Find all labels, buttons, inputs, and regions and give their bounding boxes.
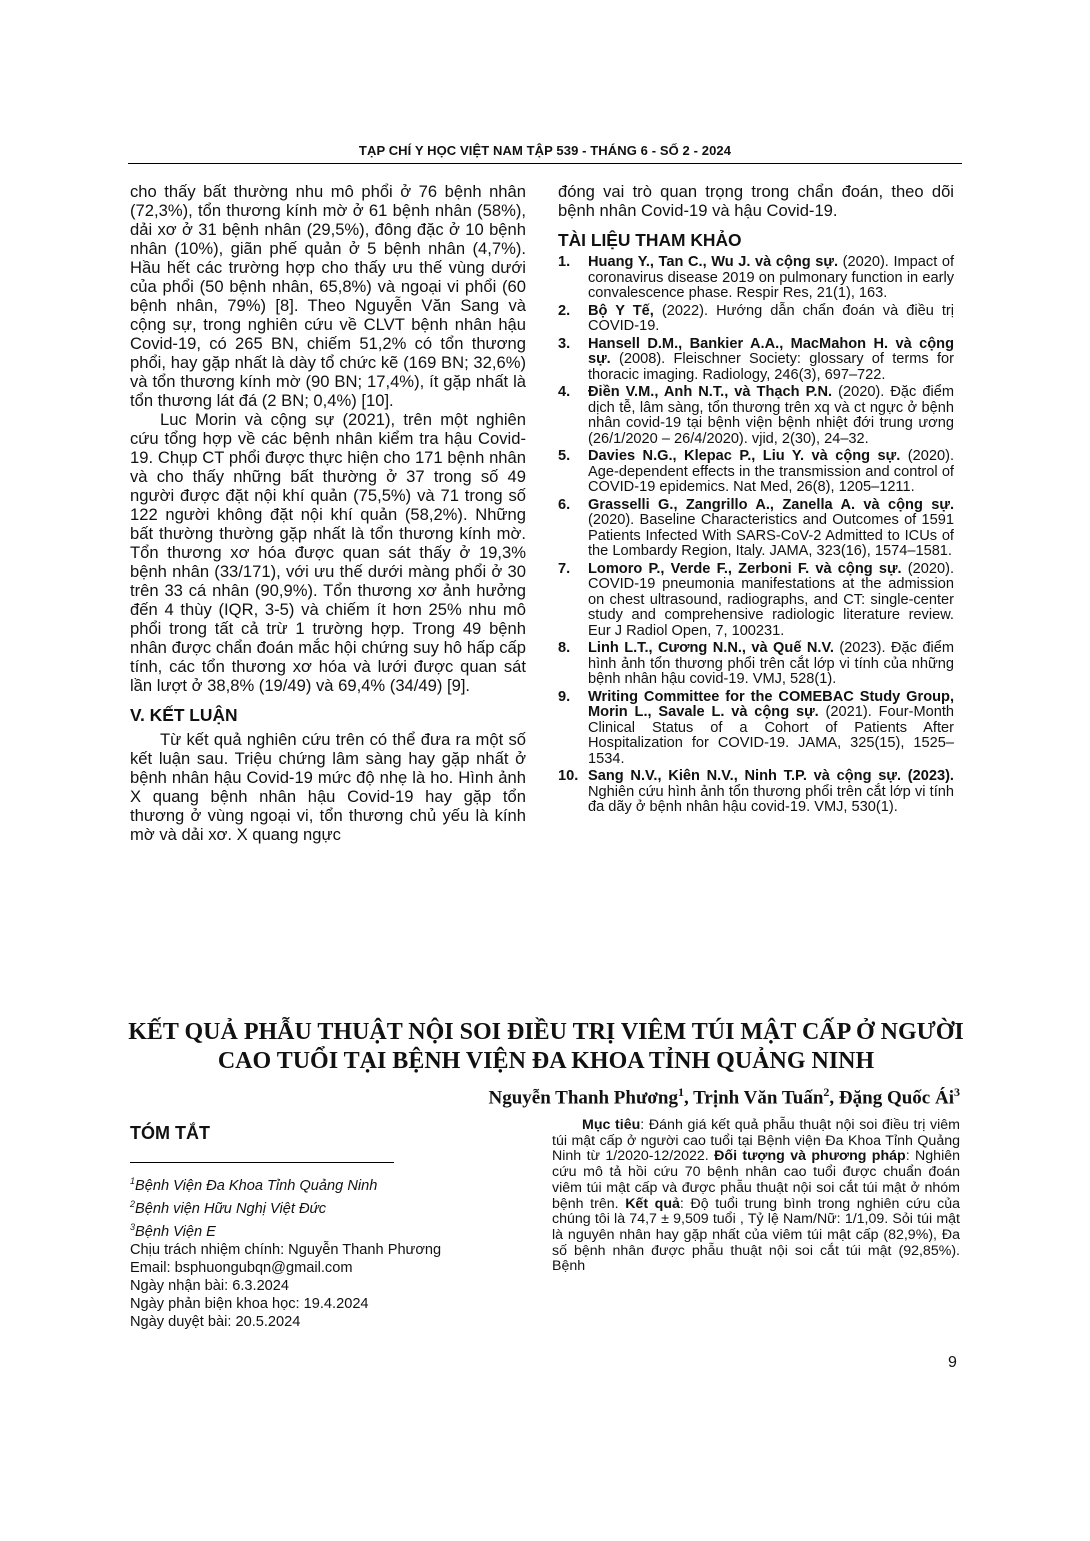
affiliation-mark: 3 — [130, 1221, 136, 1232]
reference-details: (2020). COVID-19 pneumonia manifestations at the admission on chest ultrasound, radiographs, and CT: single-center study and comprehensive radiologic literature review. Eur J Radiol Open, 7, 100231. — [588, 560, 954, 639]
reference-number: 8. — [558, 640, 571, 656]
date-received: Ngày nhận bài: 6.3.2024 — [130, 1277, 290, 1294]
author-line — [488, 1085, 960, 1109]
aim-text: : Đánh giá kết quả phẫu thuật nội soi điều trị viêm túi mật cấp ở người cao tuổi tại Bệnh viện Đa Khoa Tỉnh Quảng Ninh từ 1/2020-12/2022. — [552, 1117, 961, 1165]
author-affiliation-mark: 3 — [954, 1085, 960, 1099]
aim-label: Mục tiêu — [582, 1117, 641, 1133]
date-reviewed: Ngày phản biện khoa học: 19.4.2024 — [130, 1295, 369, 1312]
discussion-paragraph-1: cho thấy bất thường nhu mô phổi ở 76 bệnh nhân (72,3%), tổn thương kính mờ ở 61 bệnh nhân (58%), dải xơ ở 31 bệnh nhân (29,5%), đông đặc ở 10 bệnh nhân (10%), giãn phế quản ở 5 bệnh nhân (4,7%). Hầu hết các trường hợp cho thấy ưu thế vùng dưới của phổi (50 bệnh nhân, 65,8%) và ngoại vi phổi (60 bệnh nhân, 79%) [8]. Theo Nguyễn Văn Sang và cộng sự, trong nghiên cứu về CLVT bệnh nhân hậu Covid-19, có 265 BN, chiếm 51,2% có tổn thương phổi, hay gặp nhất là dày tổ chức kẽ (169 BN; 32,6%) và tổn thương kính mờ (90 BN; 17,4%), ít gặp nhất là tổn thương lát đá (2 BN; 0,4%) [10]. — [130, 182, 526, 410]
reference-authors: Sang N.V., Kiên N.V., Ninh T.P. và cộng sự. (2023). — [588, 768, 954, 784]
reference-item — [558, 385, 954, 447]
conclusion-continuation: đóng vai trò quan trọng trong chẩn đoán, theo dõi bệnh nhân Covid-19 và hậu Covid-19. — [558, 182, 954, 220]
affiliation-2 — [130, 1195, 526, 1218]
reference-number: 3. — [558, 335, 571, 352]
reference-number: 5. — [558, 448, 571, 464]
abstract-text — [552, 1118, 960, 1275]
reference-authors: Linh L.T., Cương N.N., và Quế N.V. — [588, 640, 834, 656]
affiliation-mark: 2 — [130, 1198, 136, 1209]
right-column — [558, 182, 954, 818]
corresponding-author: Chịu trách nhiệm chính: Nguyễn Thanh Phương — [130, 1241, 442, 1258]
reference-item — [558, 255, 954, 302]
reference-details: (2022). Hướng dẫn chẩn đoán và điều trị COVID-19. — [588, 302, 954, 334]
reference-list — [558, 255, 954, 816]
results-text: : Độ tuổi trung bình trong nghiên cứu của chúng tôi là 74,7 ± 9,509 tuổi , Tỷ lệ Nam/Nữ: 1/1,09. Sỏi túi mật là nguyên nhân hay gặp nhất của viêm túi mật cấp (82,9%), Đa số bệnh nhân được phẫu thuật nội soi cắt túi mật (92,85%). Bệnh — [552, 1195, 960, 1275]
reference-details: (2023). Đặc điểm hình ảnh tổn thương phổi trên cắt lớp vi tính của những bệnh nhân hậu covid-19. VMJ, 528(1). — [588, 640, 954, 687]
reference-item — [558, 449, 954, 496]
references-heading: TÀI LIỆU THAM KHẢO — [558, 230, 742, 250]
author-name: Đặng Quốc Ái — [838, 1087, 954, 1109]
left-column — [130, 182, 526, 844]
reference-item — [558, 562, 954, 640]
discussion-paragraph-2: Luc Morin và cộng sự (2021), trên một nghiên cứu tổng hợp về các bệnh nhân kiểm tra hậu Covid-19. Chụp CT phổi được thực hiện cho 171 bệnh nhân và cho thấy những bất thường ở 37 trong số 49 người được đặt nội khí quản (75,5%) và 71 trong số 122 người không đặt nội khí quản (58,2%). Những bất thường thường gặp nhất là tổn thương kính mờ. Tổn thương xơ hóa được quan sát thấy ở 19,3% bệnh nhân (33/171), với ưu thế dưới màng phổi ở 30 trên 33 cá nhân (90,9%). Tổn thương xơ ảnh hưởng đến 4 thùy (IQR, 3-5) và chiếm ít hơn 25% nhu mô phổi trong tất cả trừ 1 trường hợp. Trong 49 bệnh nhân được chẩn đoán mắc hội chứng suy hô hấp cấp tính, các tổn thương xơ hóa và lưới được quan sát lần lượt ở 38,8% (19/49) và 69,4% (34/49) [9]. — [130, 410, 526, 695]
affiliation-3 — [130, 1218, 526, 1241]
reference-details: (2020). Impact of coronavirus disease 2019 on pulmonary function in early convalescence phase. Respir Res, 21(1), 163. — [588, 254, 955, 301]
reference-authors: Hansell D.M., Bankier A.A., MacMahon H. và cộng sự. — [588, 335, 954, 367]
reference-authors: Điền V.M., Anh N.T., và Thạch P.N. — [588, 384, 833, 400]
reference-number: 9. — [558, 688, 571, 705]
affiliation-text: Bệnh viện Hữu Nghị Việt Đức — [135, 1200, 327, 1217]
page-number: 9 — [948, 1354, 957, 1371]
author-name: Nguyễn Thanh Phương — [488, 1087, 678, 1109]
header-rule — [128, 163, 962, 164]
reference-item — [558, 641, 954, 688]
reference-item — [558, 337, 954, 384]
reference-details: (2020). Baseline Characteristics and Outcomes of 1591 Patients Infected With SARS-CoV-2 Admitted to ICUs of the Lombardy Region, Italy. JAMA, 323(16), 1574–1581. — [588, 512, 954, 559]
author-separator: , — [829, 1087, 839, 1109]
reference-item — [558, 769, 954, 816]
footnotes — [130, 1172, 526, 1331]
reference-details: (2020). Đặc điểm dịch tễ, lâm sàng, tổn thương trên xq và ct ngực ở bệnh nhân covid-19 tại bệnh viện bệnh nhiệt đới trung ương (26/1/2020 – 26/4/2020). vjid, 2(30), 24–32. — [588, 384, 954, 447]
reference-item — [558, 498, 954, 560]
affiliation-text: Bệnh Viện E — [135, 1223, 216, 1240]
reference-details: (2020). Age-dependent effects in the transmission and control of COVID-19 epidemics. Nat Med, 26(8), 1205–1211. — [588, 448, 955, 495]
reference-number: 4. — [558, 384, 571, 400]
reference-number: 6. — [558, 496, 571, 513]
author-affiliation-mark: 2 — [823, 1085, 830, 1099]
contact-email: Email: bsphuongubqn@gmail.com — [130, 1259, 353, 1276]
journal-header: TẠP CHÍ Y HỌC VIỆT NAM TẬP 539 - THÁNG 6 - SỐ 2 - 2024 — [358, 143, 732, 158]
reference-number: 1. — [558, 254, 571, 270]
reference-number: 2. — [558, 302, 571, 319]
reference-number: 7. — [558, 560, 571, 577]
conclusion-paragraph: Từ kết quả nghiên cứu trên có thể đưa ra một số kết luận sau. Triệu chứng lâm sàng hay gặp nhất ở bệnh nhân hậu Covid-19 mức độ nhẹ là ho. Hình ảnh X quang bệnh nhân hậu Covid-19 hay gặp tổn thương ở vùng ngoại vi, tổn thương chủ yếu là kính mờ và dải xơ. X quang ngực — [130, 730, 526, 844]
reference-number: 10. — [558, 768, 579, 784]
author-name: Trịnh Văn Tuấn — [693, 1087, 824, 1109]
reference-item — [558, 690, 954, 768]
footnote-rule — [130, 1162, 394, 1163]
reference-details: (2008). Fleischner Society: glossary of terms for thoracic imaging. Radiology, 246(3), 697–722. — [588, 351, 954, 383]
reference-authors: Writing Committee for the COMEBAC Study Group, Morin L., Savale L. và cộng sự. — [588, 688, 954, 720]
results-label: Kết quả — [625, 1195, 680, 1212]
reference-details: Nghiên cứu hình ảnh tổn thương phổi trên cắt lớp vi tính đa dãy ở bệnh nhân hậu covid-19. VMJ, 530(1). — [588, 783, 954, 815]
reference-authors: Huang Y., Tan C., Wu J. và cộng sự. — [588, 254, 839, 270]
affiliation-1 — [130, 1172, 526, 1195]
article-title: KẾT QUẢ PHẪU THUẬT NỘI SOI ĐIỀU TRỊ VIÊM TÚI MẬT CẤP Ở NGƯỜI CAO TUỔI TẠI BỆNH VIỆN ĐA KHOA TỈNH QUẢNG NINH — [128, 1019, 964, 1074]
methods-label: Đối tượng và phương pháp — [714, 1148, 906, 1165]
reference-authors: Lomoro P., Verde F., Zerboni F. và cộng sự. — [588, 560, 902, 577]
reference-authors: Bộ Y Tế, — [588, 302, 654, 319]
author-affiliation-mark: 1 — [677, 1085, 684, 1099]
methods-text: : Nghiên cứu mô tả hồi cứu 70 bệnh nhân cao tuổi được chuẩn đoán viêm túi mật cấp và được phẫu thuật nội soi cắt túi mật ở nhóm bệnh trên. — [552, 1148, 960, 1212]
date-accepted: Ngày duyệt bài: 20.5.2024 — [130, 1313, 301, 1330]
author-separator: , — [683, 1087, 694, 1109]
reference-details: (2021). Four-Month Clinical Status of a Cohort of Patients After Hospitalization for COVID-19. JAMA, 325(15), 1525–1534. — [588, 704, 955, 767]
affiliation-text: Bệnh Viện Đa Khoa Tỉnh Quảng Ninh — [135, 1177, 378, 1194]
reference-item — [558, 304, 954, 335]
affiliation-mark: 1 — [130, 1176, 136, 1186]
reference-authors: Grasselli G., Zangrillo A., Zanella A. và cộng sự. — [588, 496, 954, 513]
abstract-heading: TÓM TẮT — [130, 1123, 210, 1143]
reference-authors: Davies N.G., Klepac P., Liu Y. và cộng sự. — [588, 448, 901, 464]
conclusion-heading: V. KẾT LUẬN — [130, 705, 238, 725]
